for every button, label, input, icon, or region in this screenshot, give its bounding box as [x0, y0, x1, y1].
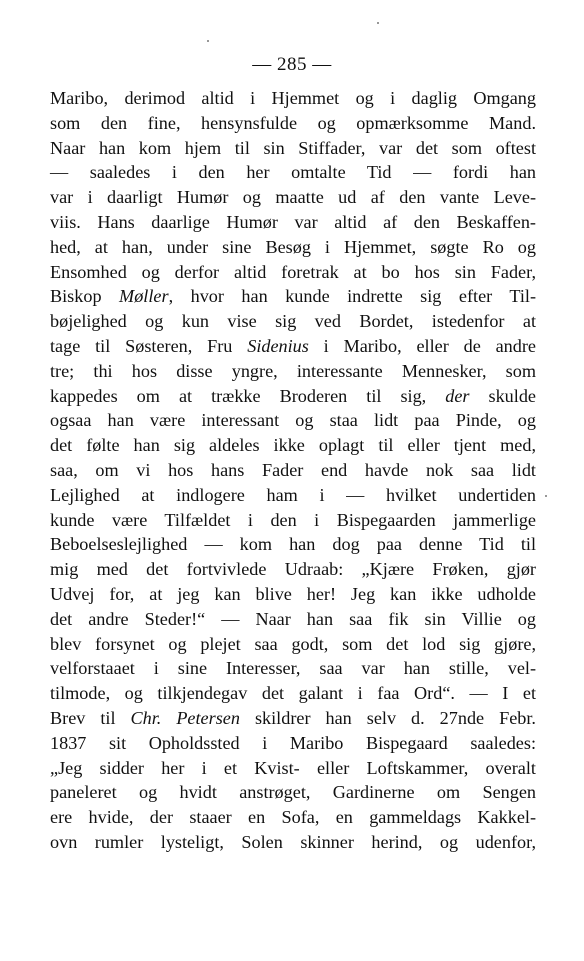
text-line: [50, 111, 536, 136]
ink-speck: [545, 495, 547, 497]
text-segment: hed, at han, under sine Besøg i Hjemmet, søgte Ro og: [50, 236, 536, 257]
text-line: [50, 830, 536, 855]
text-segment: 1837 sit Opholdssted i Maribo Bispegaard saaledes:: [50, 732, 536, 753]
text-line: [50, 334, 536, 359]
text-line: [50, 780, 536, 805]
text-line: [50, 706, 536, 731]
text-line: [50, 632, 536, 657]
text-line: [50, 532, 536, 557]
text-segment: , hvor han kunde indrette sig efter Til-: [168, 286, 537, 307]
text-segment: i Maribo, eller de andre: [308, 335, 536, 356]
text-segment: Maribo, derimod altid i Hjemmet og i daglig Omgang: [50, 88, 536, 108]
text-segment: Brev til: [50, 707, 131, 728]
text-segment: kappedes om at trække Broderen til sig,: [50, 385, 446, 406]
text-line: [50, 557, 536, 582]
text-segment: ere hvide, der staaer en Sofa, en gammeldags Kakkel-: [50, 807, 536, 828]
text-segment: mig med det fortvivlede Udraab: „Kjære Frøken, gjør: [50, 559, 536, 580]
text-line: [50, 284, 536, 309]
text-line: [50, 656, 536, 681]
text-segment: det andre Steder!“ — Naar han saa fik sin Villie og: [50, 608, 536, 629]
text-segment: skulde: [469, 385, 536, 406]
text-line: [50, 458, 536, 483]
text-line: [50, 433, 536, 458]
text-segment: bøjelighed og kun vise sig ved Bordet, istedenfor at: [50, 311, 536, 332]
text-line: [50, 731, 536, 756]
body-text: [50, 86, 536, 855]
text-segment: Naar han kom hjem til sin Stiffader, var det som oftest: [50, 137, 536, 158]
text-line: [50, 805, 536, 830]
text-line: [50, 756, 536, 781]
text-segment: velforstaaet i sine Interesser, saa var han stille, vel-: [50, 658, 536, 679]
ink-speck: [207, 40, 209, 42]
text-line: [50, 582, 536, 607]
text-line: [50, 185, 536, 210]
text-segment: tre; thi hos disse yngre, interessante Mennesker, som: [50, 360, 536, 381]
text-segment: ovn rumler lysteligt, Solen skinner herind, og udenfor,: [50, 831, 536, 852]
text-segment: Ensomhed og derfor altid foretrak at bo hos sin Fader,: [50, 261, 536, 282]
text-segment: blev forsynet og plejet saa godt, som det lod sig gjøre,: [50, 633, 536, 654]
italic-name: Møller: [119, 286, 169, 307]
text-line: [50, 210, 536, 235]
text-segment: som den fine, hensynsfulde og opmærksomme Mand.: [50, 112, 536, 133]
text-segment: kunde være Tilfældet i den i Bispegaarden jammerlige: [50, 509, 536, 530]
text-line: [50, 235, 536, 260]
text-line: [50, 681, 536, 706]
text-segment: tage til Søsteren, Fru: [50, 335, 248, 356]
text-segment: tilmode, og tilkjendegav det galant i faa Ord“. — I et: [50, 683, 536, 704]
text-line: [50, 607, 536, 632]
text-segment: skildrer han selv d. 27nde Febr.: [239, 707, 536, 728]
text-segment: Lejlighed at indlogere ham i — hvilket undertiden: [50, 484, 536, 505]
text-line: [50, 160, 536, 185]
text-line: [50, 309, 536, 334]
text-line: [50, 384, 536, 409]
page-number: — 285 —: [252, 54, 332, 75]
italic-name: der: [445, 385, 470, 406]
ink-speck: [377, 22, 379, 24]
text-line: [50, 359, 536, 384]
italic-name: Sidenius: [247, 335, 309, 356]
text-line: [50, 508, 536, 533]
text-segment: — saaledes i den her omtalte Tid — fordi han: [50, 162, 536, 183]
text-segment: ogsaa han være interessant og staa lidt paa Pinde, og: [50, 410, 536, 431]
text-segment: Biskop: [50, 286, 120, 307]
text-segment: „Jeg sidder her i et Kvist- eller Loftskammer, overalt: [50, 757, 536, 778]
text-line: [50, 86, 536, 111]
italic-name: Chr. Petersen: [130, 707, 240, 728]
text-line: [50, 260, 536, 285]
text-segment: var i daarligt Humør og maatte ud af den vante Leve-: [50, 187, 536, 208]
text-segment: paneleret og hvidt anstrøget, Gardinerne om Sengen: [50, 782, 536, 803]
text-segment: saa, om vi hos hans Fader end havde nok saa lidt: [50, 459, 536, 480]
text-segment: det følte han sig aldeles ikke oplagt til eller tjent med,: [50, 435, 536, 456]
text-line: [50, 136, 536, 161]
text-line: [50, 408, 536, 433]
text-segment: Beboelseslejlighed — kom han dog paa denne Tid til: [50, 534, 536, 555]
text-line: [50, 483, 536, 508]
text-segment: Udvej for, at jeg kan blive her! Jeg kan ikke udholde: [50, 583, 536, 604]
text-segment: viis. Hans daarlige Humør var altid af den Beskaffen-: [50, 211, 536, 232]
